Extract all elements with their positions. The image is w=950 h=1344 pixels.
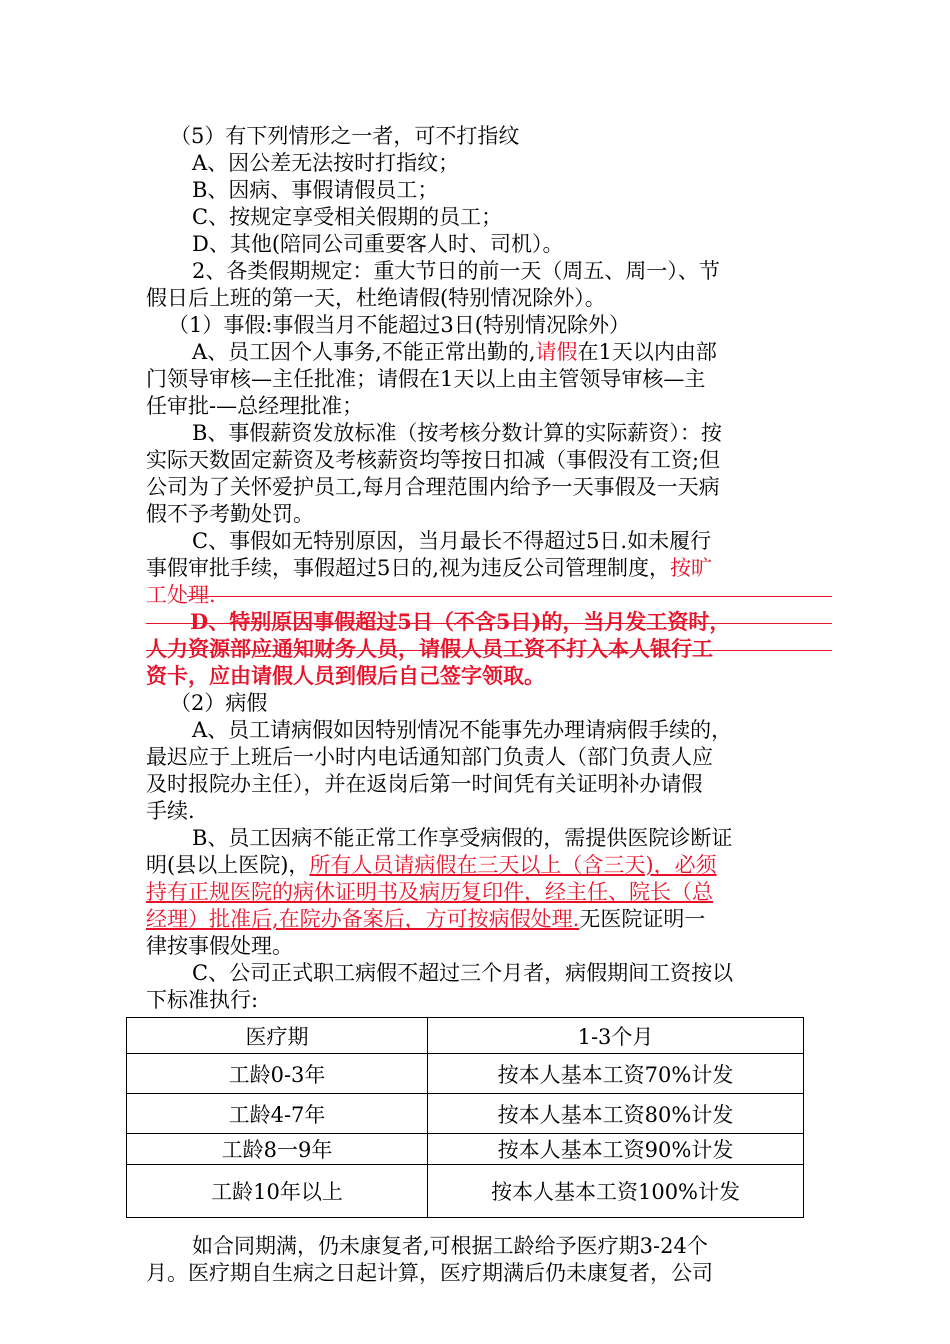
highlight-text: 请假 (535, 340, 578, 364)
table-cell: 工龄8一9年 (127, 1134, 428, 1165)
text-line: D、其他(陪同公司重要客人时、司机）。 (192, 232, 564, 256)
highlight-text: 人力资源部应通知财务人员，请假人员工资不打入本人银行工 (146, 636, 713, 661)
text-line: C、公司正式职工病假不超过三个月者，病假期间工资按以 (192, 961, 734, 985)
text-line: 律按事假处理。 (146, 934, 293, 958)
text-line: C、事假如无特别原因，当月最长不得超过5日.如未履行 (192, 529, 712, 553)
text-run: 事假审批手续，事假超过5日的,视为违反公司管理制度， (146, 556, 671, 580)
text-line: B、员工因病不能正常工作享受病假的，需提供医院诊断证 (192, 826, 733, 850)
highlight-text: 工处理. (146, 583, 216, 607)
table-header-row (127, 1018, 804, 1054)
highlight-text: 所有人员请病假在三天以上（含三天)，必须 (309, 853, 717, 877)
text-line: 门领导审核—主任批准；请假在1天以上由主管领导审核—主 (146, 367, 706, 391)
highlight-text: D、特别原因事假超过5日（不含5日)的，当月发工资时， (190, 609, 731, 634)
text-line: 及时报院办主任），并在返岗后第一时间凭有关证明补办请假 (146, 772, 703, 796)
text-line: 实际天数固定薪资及考核薪资均等按日扣减（事假没有工资;但 (146, 448, 721, 472)
text-line: 假日后上班的第一天，杜绝请假(特别情况除外）。 (146, 286, 606, 310)
text-line: 任审批-—总经理批准； (146, 394, 364, 418)
text-line (192, 340, 852, 364)
highlight-rule (146, 650, 832, 651)
text-line: 假不予考勤处罚。 (146, 502, 314, 526)
highlight-rule (146, 623, 832, 624)
text-run: 明(县以上医院)， (146, 853, 310, 877)
table-cell: 工龄10年以上 (127, 1165, 428, 1218)
table-row (127, 1054, 804, 1094)
table-cell: 按本人基本工资80%计发 (428, 1094, 804, 1134)
table-row (127, 1094, 804, 1134)
text-line (146, 907, 806, 931)
text-line: 如合同期满，仍未康复者,可根据工龄给予医疗期3-24个 (192, 1234, 708, 1258)
text-line: A、因公差无法按时打指纹； (192, 151, 460, 175)
text-line: （5）有下列情形之一者，可不打指纹 (170, 124, 520, 148)
highlight-text: 资卡，应由请假人员到假后自己签字领取。 (146, 663, 545, 688)
text-run: 在1天以内由部 (577, 340, 717, 364)
table-cell: 工龄0-3年 (127, 1054, 428, 1094)
highlight-text: 经理）批准后,在院办备案后，方可按病假处理. (146, 907, 580, 931)
text-line: B、事假薪资发放标准（按考核分数计算的实际薪资）：按 (192, 421, 722, 445)
text-line: 最迟应于上班后一小时内电话通知部门负责人（部门负责人应 (146, 745, 713, 769)
text-line: 下标准执行: (146, 988, 259, 1012)
text-line: （1）事假:事假当月不能超过3日(特别情况除外） (168, 313, 630, 337)
text-line (146, 556, 806, 580)
table-cell: 按本人基本工资100%计发 (428, 1165, 804, 1218)
table-cell: 按本人基本工资70%计发 (428, 1054, 804, 1094)
text-line: B、因病、事假请假员工； (192, 178, 439, 202)
highlight-text: 按旷 (670, 556, 713, 580)
text-line: 公司为了关怀爱护员工,每月合理范围内给予一天事假及一天病 (146, 475, 720, 499)
table-cell: 工龄4-7年 (127, 1094, 428, 1134)
table-header-cell: 医疗期 (127, 1018, 428, 1054)
table-row (127, 1165, 804, 1218)
text-line: （2）病假 (170, 691, 268, 715)
text-line: A、员工请病假如因特别情况不能事先办理请病假手续的， (192, 718, 733, 742)
text-line (146, 853, 806, 877)
table-cell: 按本人基本工资90%计发 (428, 1134, 804, 1165)
text-line: C、按规定享受相关假期的员工； (192, 205, 503, 229)
highlight-text: 持有正规医院的病休证明书及病历复印件，经主任、院长（总 (146, 880, 713, 904)
text-run: 无医院证明一 (579, 907, 706, 931)
text-line: 月。医疗期自生病之日起计算，医疗期满后仍未康复者，公司 (146, 1261, 713, 1285)
text-line: 2、各类假期规定：重大节日的前一天（周五、周一）、节 (192, 259, 720, 283)
text-run: A、员工因个人事务,不能正常出勤的, (192, 340, 536, 364)
table-row (127, 1134, 804, 1165)
sick-pay-table (126, 1017, 804, 1218)
text-line: 手续. (146, 799, 195, 823)
table-header-cell: 1-3个月 (428, 1018, 804, 1054)
highlight-rule (187, 596, 832, 597)
